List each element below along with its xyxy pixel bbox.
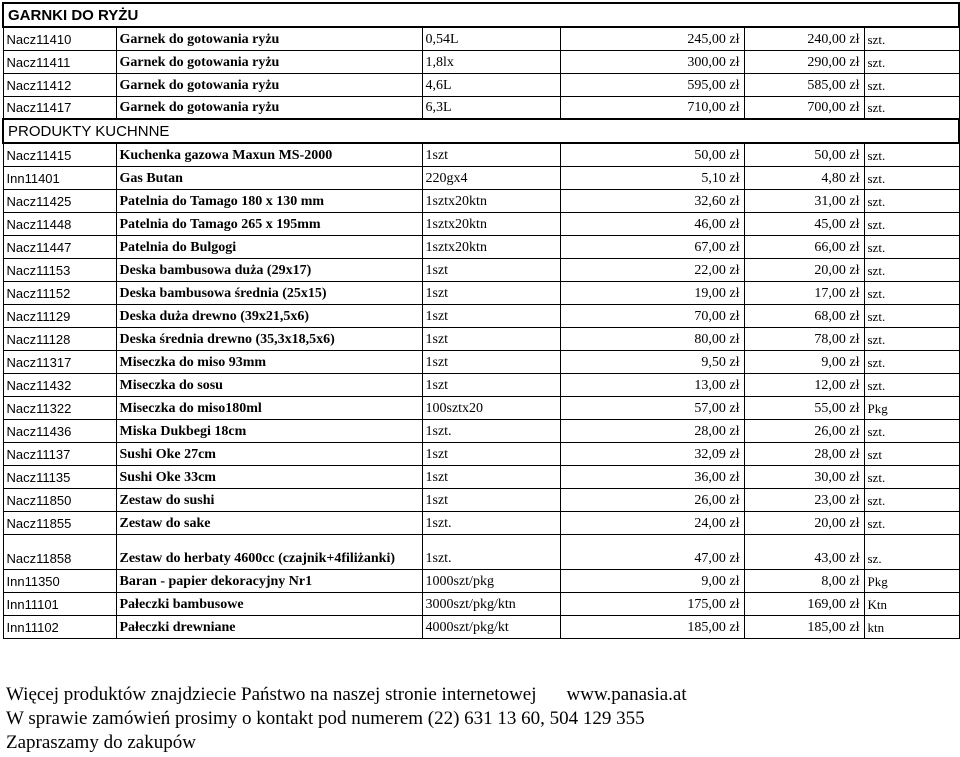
product-code: Nacz11425	[3, 189, 116, 212]
price-regular: 26,00 zł	[560, 488, 744, 511]
price-list-sheet	[2, 2, 958, 639]
table-row	[3, 50, 959, 73]
unit: szt.	[864, 304, 959, 327]
product-name: Deska duża drewno (39x21,5x6)	[116, 304, 422, 327]
package-size: 1szt	[422, 373, 560, 396]
table-row	[3, 327, 959, 350]
package-size: 6,3L	[422, 96, 560, 119]
table-row	[3, 511, 959, 534]
product-code: Nacz11152	[3, 281, 116, 304]
price-regular: 70,00 zł	[560, 304, 744, 327]
unit: szt.	[864, 488, 959, 511]
price-discount: 169,00 zł	[744, 592, 864, 615]
price-regular: 245,00 zł	[560, 27, 744, 50]
product-code: Nacz11129	[3, 304, 116, 327]
product-name: Baran - papier dekoracyjny Nr1	[116, 569, 422, 592]
package-size: 1000szt/pkg	[422, 569, 560, 592]
product-name: Pałeczki bambusowe	[116, 592, 422, 615]
package-size: 1,8lx	[422, 50, 560, 73]
package-size: 1szt	[422, 442, 560, 465]
price-regular: 47,00 zł	[560, 534, 744, 569]
unit: Pkg	[864, 569, 959, 592]
package-size: 1szt.	[422, 511, 560, 534]
package-size: 1szt	[422, 281, 560, 304]
footer-website-text: Więcej produktów znajdziecie Państwo na naszej stronie internetowej	[6, 684, 537, 705]
price-regular: 595,00 zł	[560, 73, 744, 96]
package-size: 4000szt/pkg/kt	[422, 615, 560, 638]
unit: szt.	[864, 143, 959, 166]
unit: szt.	[864, 419, 959, 442]
price-discount: 20,00 zł	[744, 511, 864, 534]
price-regular: 19,00 zł	[560, 281, 744, 304]
product-name: Gas Butan	[116, 166, 422, 189]
package-size: 220gx4	[422, 166, 560, 189]
price-table	[2, 2, 960, 639]
price-regular: 32,09 zł	[560, 442, 744, 465]
product-name: Miska Dukbegi 18cm	[116, 419, 422, 442]
product-code: Inn11101	[3, 592, 116, 615]
product-code: Nacz11153	[3, 258, 116, 281]
package-size: 1szt.	[422, 419, 560, 442]
price-regular: 175,00 zł	[560, 592, 744, 615]
package-size: 1szt.	[422, 534, 560, 569]
price-discount: 700,00 zł	[744, 96, 864, 119]
package-size: 1sztx20ktn	[422, 212, 560, 235]
price-discount: 78,00 zł	[744, 327, 864, 350]
price-regular: 22,00 zł	[560, 258, 744, 281]
price-discount: 290,00 zł	[744, 50, 864, 73]
unit: szt.	[864, 258, 959, 281]
product-code: Nacz11410	[3, 27, 116, 50]
table-row	[3, 419, 959, 442]
price-discount: 66,00 zł	[744, 235, 864, 258]
table-row	[3, 281, 959, 304]
package-size: 100sztx20	[422, 396, 560, 419]
table-row	[3, 488, 959, 511]
price-discount: 12,00 zł	[744, 373, 864, 396]
table-row	[3, 166, 959, 189]
product-name: Miseczka do sosu	[116, 373, 422, 396]
package-size: 1szt	[422, 488, 560, 511]
unit: szt.	[864, 189, 959, 212]
product-name: Zestaw do sushi	[116, 488, 422, 511]
product-name: Deska bambusowa średnia (25x15)	[116, 281, 422, 304]
product-name: Patelnia do Bulgogi	[116, 235, 422, 258]
price-regular: 9,00 zł	[560, 569, 744, 592]
package-size: 1sztx20ktn	[422, 189, 560, 212]
unit: sz.	[864, 534, 959, 569]
price-discount: 31,00 zł	[744, 189, 864, 212]
product-name: Miseczka do miso 93mm	[116, 350, 422, 373]
product-name: Miseczka do miso180ml	[116, 396, 422, 419]
price-discount: 20,00 zł	[744, 258, 864, 281]
package-size: 1szt	[422, 304, 560, 327]
product-name: Patelnia do Tamago 180 x 130 mm	[116, 189, 422, 212]
table-row	[3, 592, 959, 615]
table-row	[3, 615, 959, 638]
product-code: Nacz11415	[3, 143, 116, 166]
footer-line-invite: Zapraszamy do zakupów	[6, 732, 196, 753]
product-name: Patelnia do Tamago 265 x 195mm	[116, 212, 422, 235]
table-row	[3, 442, 959, 465]
price-discount: 26,00 zł	[744, 419, 864, 442]
product-name: Garnek do gotowania ryżu	[116, 96, 422, 119]
unit: szt.	[864, 212, 959, 235]
unit: szt.	[864, 166, 959, 189]
product-code: Nacz11137	[3, 442, 116, 465]
price-regular: 57,00 zł	[560, 396, 744, 419]
price-discount: 9,00 zł	[744, 350, 864, 373]
price-discount: 8,00 zł	[744, 569, 864, 592]
unit: szt.	[864, 350, 959, 373]
product-code: Nacz11432	[3, 373, 116, 396]
package-size: 1szt	[422, 143, 560, 166]
table-row	[3, 569, 959, 592]
unit: szt.	[864, 27, 959, 50]
table-row	[3, 304, 959, 327]
unit: Pkg	[864, 396, 959, 419]
unit: Ktn	[864, 592, 959, 615]
price-discount: 30,00 zł	[744, 465, 864, 488]
footer	[6, 683, 687, 755]
price-discount: 4,80 zł	[744, 166, 864, 189]
section-header	[3, 119, 959, 143]
section-title: PRODUKTY KUCHNNE	[3, 119, 959, 143]
price-discount: 23,00 zł	[744, 488, 864, 511]
unit: szt.	[864, 96, 959, 119]
package-size: 1szt	[422, 465, 560, 488]
product-code: Nacz11411	[3, 50, 116, 73]
product-name: Sushi Oke 27cm	[116, 442, 422, 465]
product-name: Kuchenka gazowa Maxun MS-2000	[116, 143, 422, 166]
footer-line-contact: W sprawie zamówień prosimy o kontakt pod numerem (22) 631 13 60, 504 129 355	[6, 708, 645, 729]
price-regular: 46,00 zł	[560, 212, 744, 235]
section-title: GARNKI DO RYŻU	[3, 3, 959, 27]
table-row	[3, 73, 959, 96]
product-code: Nacz11317	[3, 350, 116, 373]
table-row	[3, 235, 959, 258]
package-size: 0,54L	[422, 27, 560, 50]
price-discount: 45,00 zł	[744, 212, 864, 235]
product-name: Pałeczki drewniane	[116, 615, 422, 638]
package-size: 1szt	[422, 258, 560, 281]
price-discount: 50,00 zł	[744, 143, 864, 166]
product-code: Nacz11858	[3, 534, 116, 569]
price-regular: 24,00 zł	[560, 511, 744, 534]
unit: szt.	[864, 327, 959, 350]
price-discount: 17,00 zł	[744, 281, 864, 304]
section-header	[3, 3, 959, 27]
product-code: Nacz11448	[3, 212, 116, 235]
product-name: Sushi Oke 33cm	[116, 465, 422, 488]
price-regular: 13,00 zł	[560, 373, 744, 396]
product-name: Garnek do gotowania ryżu	[116, 73, 422, 96]
product-code: Nacz11412	[3, 73, 116, 96]
product-code: Nacz11135	[3, 465, 116, 488]
footer-line-website	[6, 683, 687, 707]
unit: szt.	[864, 73, 959, 96]
price-discount: 240,00 zł	[744, 27, 864, 50]
unit: szt.	[864, 511, 959, 534]
table-row	[3, 27, 959, 50]
product-code: Inn11102	[3, 615, 116, 638]
unit: szt.	[864, 281, 959, 304]
package-size: 4,6L	[422, 73, 560, 96]
price-regular: 50,00 zł	[560, 143, 744, 166]
package-size: 1szt	[422, 327, 560, 350]
price-discount: 43,00 zł	[744, 534, 864, 569]
unit: szt.	[864, 373, 959, 396]
product-code: Nacz11417	[3, 96, 116, 119]
table-row	[3, 96, 959, 119]
table-row	[3, 465, 959, 488]
table-row	[3, 212, 959, 235]
unit: szt.	[864, 235, 959, 258]
price-regular: 32,60 zł	[560, 189, 744, 212]
product-code: Inn11401	[3, 166, 116, 189]
package-size: 3000szt/pkg/ktn	[422, 592, 560, 615]
unit: szt.	[864, 50, 959, 73]
product-code: Nacz11855	[3, 511, 116, 534]
product-code: Nacz11850	[3, 488, 116, 511]
price-discount: 28,00 zł	[744, 442, 864, 465]
unit: szt	[864, 442, 959, 465]
package-size: 1szt	[422, 350, 560, 373]
product-code: Nacz11128	[3, 327, 116, 350]
website-link[interactable]: www.panasia.at	[566, 684, 687, 705]
table-row	[3, 373, 959, 396]
product-code: Inn11350	[3, 569, 116, 592]
table-row	[3, 350, 959, 373]
price-regular: 28,00 zł	[560, 419, 744, 442]
price-discount: 68,00 zł	[744, 304, 864, 327]
product-code: Nacz11322	[3, 396, 116, 419]
table-row	[3, 534, 959, 569]
product-name: Deska bambusowa duża (29x17)	[116, 258, 422, 281]
unit: szt.	[864, 465, 959, 488]
table-row	[3, 143, 959, 166]
table-row	[3, 189, 959, 212]
product-code: Nacz11436	[3, 419, 116, 442]
product-name: Zestaw do sake	[116, 511, 422, 534]
product-name: Zestaw do herbaty 4600cc (czajnik+4filiżanki)	[116, 534, 422, 569]
price-discount: 185,00 zł	[744, 615, 864, 638]
price-regular: 67,00 zł	[560, 235, 744, 258]
price-regular: 36,00 zł	[560, 465, 744, 488]
product-name: Garnek do gotowania ryżu	[116, 50, 422, 73]
price-regular: 9,50 zł	[560, 350, 744, 373]
price-regular: 185,00 zł	[560, 615, 744, 638]
price-discount: 585,00 zł	[744, 73, 864, 96]
package-size: 1sztx20ktn	[422, 235, 560, 258]
product-name: Deska średnia drewno (35,3x18,5x6)	[116, 327, 422, 350]
price-regular: 300,00 zł	[560, 50, 744, 73]
price-discount: 55,00 zł	[744, 396, 864, 419]
price-regular: 710,00 zł	[560, 96, 744, 119]
product-name: Garnek do gotowania ryżu	[116, 27, 422, 50]
product-code: Nacz11447	[3, 235, 116, 258]
table-row	[3, 396, 959, 419]
price-regular: 5,10 zł	[560, 166, 744, 189]
table-row	[3, 258, 959, 281]
price-regular: 80,00 zł	[560, 327, 744, 350]
unit: ktn	[864, 615, 959, 638]
